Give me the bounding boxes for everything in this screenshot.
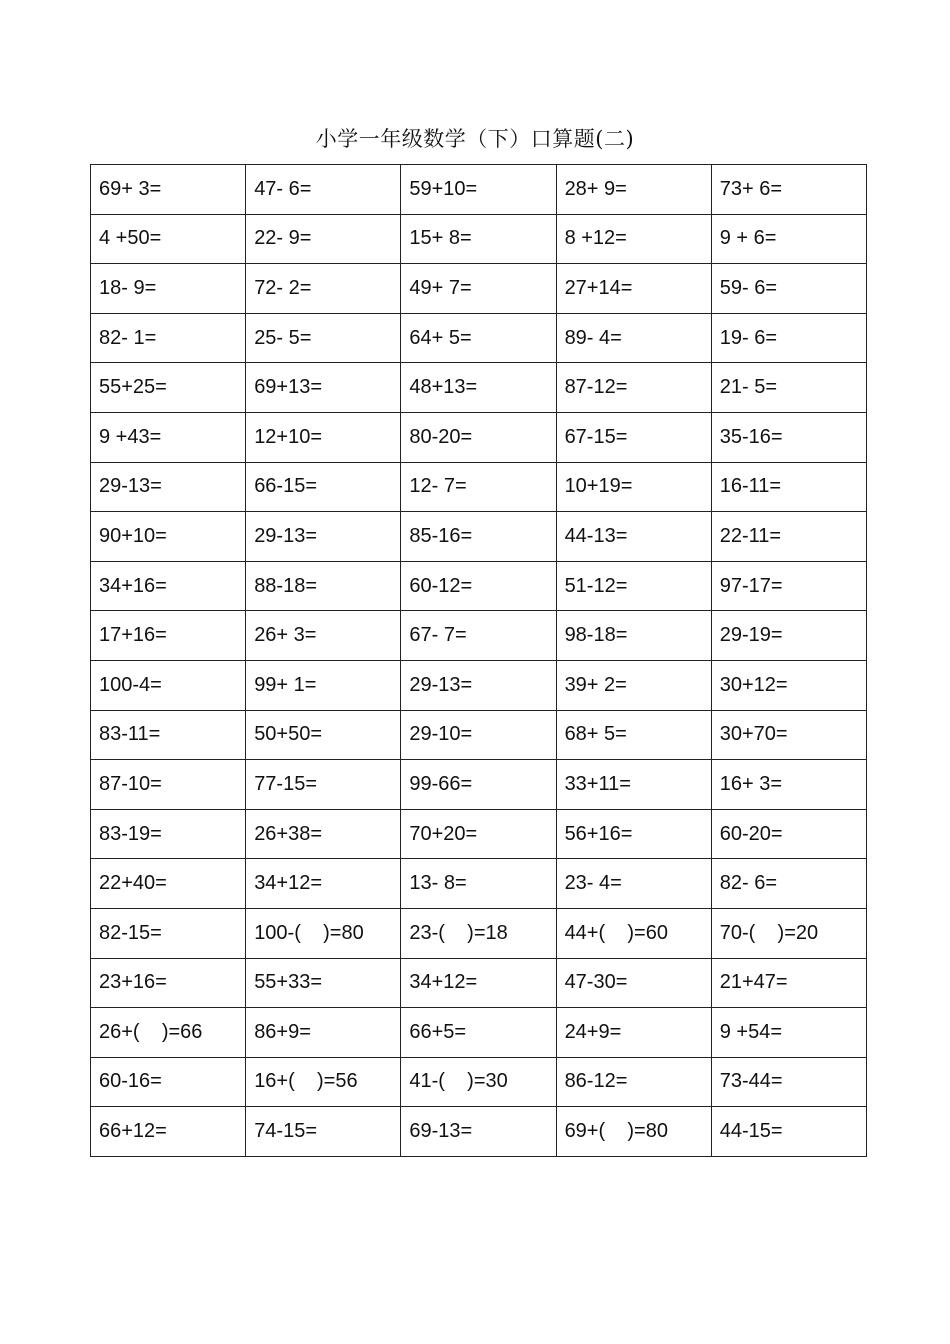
problem-cell: 85-16= bbox=[401, 512, 556, 562]
problem-cell: 100-4= bbox=[91, 660, 246, 710]
problem-cell: 87-10= bbox=[91, 760, 246, 810]
problem-cell: 86+9= bbox=[246, 1008, 401, 1058]
problem-cell: 82-15= bbox=[91, 908, 246, 958]
table-row bbox=[91, 809, 867, 859]
problem-cell: 73-44= bbox=[711, 1057, 866, 1107]
problem-cell: 26+ 3= bbox=[246, 611, 401, 661]
problem-cell: 89- 4= bbox=[556, 313, 711, 363]
problem-cell: 72- 2= bbox=[246, 264, 401, 314]
table-row bbox=[91, 363, 867, 413]
table-row bbox=[91, 611, 867, 661]
problem-cell: 23- 4= bbox=[556, 859, 711, 909]
problem-cell: 30+70= bbox=[711, 710, 866, 760]
problem-cell: 34+12= bbox=[246, 859, 401, 909]
table-row bbox=[91, 760, 867, 810]
problem-cell: 99-66= bbox=[401, 760, 556, 810]
problem-cell: 29-10= bbox=[401, 710, 556, 760]
problem-cell: 29-13= bbox=[401, 660, 556, 710]
problem-cell: 39+ 2= bbox=[556, 660, 711, 710]
problem-cell: 83-19= bbox=[91, 809, 246, 859]
problem-cell: 98-18= bbox=[556, 611, 711, 661]
problem-cell: 55+25= bbox=[91, 363, 246, 413]
problem-cell: 16+ 3= bbox=[711, 760, 866, 810]
problem-cell: 48+13= bbox=[401, 363, 556, 413]
problem-cell: 10+19= bbox=[556, 462, 711, 512]
table-row bbox=[91, 1107, 867, 1157]
problem-cell: 8 +12= bbox=[556, 214, 711, 264]
problem-cell: 30+12= bbox=[711, 660, 866, 710]
problem-cell: 74-15= bbox=[246, 1107, 401, 1157]
problem-cell: 73+ 6= bbox=[711, 165, 866, 215]
problem-cell: 28+ 9= bbox=[556, 165, 711, 215]
table-row bbox=[91, 264, 867, 314]
problem-cell: 60-20= bbox=[711, 809, 866, 859]
table-row bbox=[91, 313, 867, 363]
arithmetic-table-body bbox=[91, 165, 867, 1157]
problem-cell: 9 + 6= bbox=[711, 214, 866, 264]
problem-cell: 69-13= bbox=[401, 1107, 556, 1157]
problem-cell: 21- 5= bbox=[711, 363, 866, 413]
table-row bbox=[91, 561, 867, 611]
table-row bbox=[91, 1057, 867, 1107]
problem-cell: 70-( )=20 bbox=[711, 908, 866, 958]
problem-cell: 12- 7= bbox=[401, 462, 556, 512]
problem-cell: 9 +43= bbox=[91, 412, 246, 462]
table-row bbox=[91, 214, 867, 264]
problem-cell: 15+ 8= bbox=[401, 214, 556, 264]
problem-cell: 60-16= bbox=[91, 1057, 246, 1107]
problem-cell: 82- 6= bbox=[711, 859, 866, 909]
problem-cell: 33+11= bbox=[556, 760, 711, 810]
problem-cell: 44+( )=60 bbox=[556, 908, 711, 958]
problem-cell: 50+50= bbox=[246, 710, 401, 760]
problem-cell: 69+( )=80 bbox=[556, 1107, 711, 1157]
problem-cell: 56+16= bbox=[556, 809, 711, 859]
problem-cell: 23-( )=18 bbox=[401, 908, 556, 958]
problem-cell: 90+10= bbox=[91, 512, 246, 562]
table-row bbox=[91, 908, 867, 958]
problem-cell: 99+ 1= bbox=[246, 660, 401, 710]
problem-cell: 21+47= bbox=[711, 958, 866, 1008]
problem-cell: 26+( )=66 bbox=[91, 1008, 246, 1058]
problem-cell: 83-11= bbox=[91, 710, 246, 760]
problem-cell: 69+ 3= bbox=[91, 165, 246, 215]
problem-cell: 34+12= bbox=[401, 958, 556, 1008]
problem-cell: 47-30= bbox=[556, 958, 711, 1008]
problem-cell: 68+ 5= bbox=[556, 710, 711, 760]
problem-cell: 29-13= bbox=[246, 512, 401, 562]
problem-cell: 29-13= bbox=[91, 462, 246, 512]
problem-cell: 88-18= bbox=[246, 561, 401, 611]
problem-cell: 29-19= bbox=[711, 611, 866, 661]
table-row bbox=[91, 462, 867, 512]
problem-cell: 23+16= bbox=[91, 958, 246, 1008]
problem-cell: 67- 7= bbox=[401, 611, 556, 661]
problem-cell: 51-12= bbox=[556, 561, 711, 611]
table-row bbox=[91, 412, 867, 462]
problem-cell: 67-15= bbox=[556, 412, 711, 462]
problem-cell: 82- 1= bbox=[91, 313, 246, 363]
problem-cell: 12+10= bbox=[246, 412, 401, 462]
problem-cell: 26+38= bbox=[246, 809, 401, 859]
problem-cell: 17+16= bbox=[91, 611, 246, 661]
problem-cell: 59- 6= bbox=[711, 264, 866, 314]
problem-cell: 97-17= bbox=[711, 561, 866, 611]
problem-cell: 59+10= bbox=[401, 165, 556, 215]
page-title: 小学一年级数学（下）口算题(二) bbox=[315, 127, 635, 151]
problem-cell: 41-( )=30 bbox=[401, 1057, 556, 1107]
table-row bbox=[91, 165, 867, 215]
problem-cell: 60-12= bbox=[401, 561, 556, 611]
problem-cell: 22-11= bbox=[711, 512, 866, 562]
problem-cell: 35-16= bbox=[711, 412, 866, 462]
problem-cell: 19- 6= bbox=[711, 313, 866, 363]
problem-cell: 100-( )=80 bbox=[246, 908, 401, 958]
problem-cell: 66+12= bbox=[91, 1107, 246, 1157]
problem-cell: 64+ 5= bbox=[401, 313, 556, 363]
problem-cell: 13- 8= bbox=[401, 859, 556, 909]
table-row bbox=[91, 958, 867, 1008]
problem-cell: 49+ 7= bbox=[401, 264, 556, 314]
problem-cell: 18- 9= bbox=[91, 264, 246, 314]
problem-cell: 24+9= bbox=[556, 1008, 711, 1058]
problem-cell: 86-12= bbox=[556, 1057, 711, 1107]
problem-cell: 44-15= bbox=[711, 1107, 866, 1157]
problem-cell: 47- 6= bbox=[246, 165, 401, 215]
problem-cell: 34+16= bbox=[91, 561, 246, 611]
problem-cell: 9 +54= bbox=[711, 1008, 866, 1058]
problem-cell: 22- 9= bbox=[246, 214, 401, 264]
arithmetic-table bbox=[90, 164, 867, 1157]
problem-cell: 55+33= bbox=[246, 958, 401, 1008]
table-row bbox=[91, 859, 867, 909]
table-row bbox=[91, 1008, 867, 1058]
problem-cell: 69+13= bbox=[246, 363, 401, 413]
problem-cell: 70+20= bbox=[401, 809, 556, 859]
problem-cell: 66+5= bbox=[401, 1008, 556, 1058]
table-row bbox=[91, 710, 867, 760]
problem-cell: 27+14= bbox=[556, 264, 711, 314]
problem-cell: 22+40= bbox=[91, 859, 246, 909]
problem-cell: 87-12= bbox=[556, 363, 711, 413]
problem-cell: 77-15= bbox=[246, 760, 401, 810]
problem-cell: 44-13= bbox=[556, 512, 711, 562]
problem-cell: 25- 5= bbox=[246, 313, 401, 363]
problem-cell: 16+( )=56 bbox=[246, 1057, 401, 1107]
problem-cell: 4 +50= bbox=[91, 214, 246, 264]
table-row bbox=[91, 660, 867, 710]
problem-cell: 16-11= bbox=[711, 462, 866, 512]
problem-cell: 66-15= bbox=[246, 462, 401, 512]
problem-cell: 80-20= bbox=[401, 412, 556, 462]
table-row bbox=[91, 512, 867, 562]
